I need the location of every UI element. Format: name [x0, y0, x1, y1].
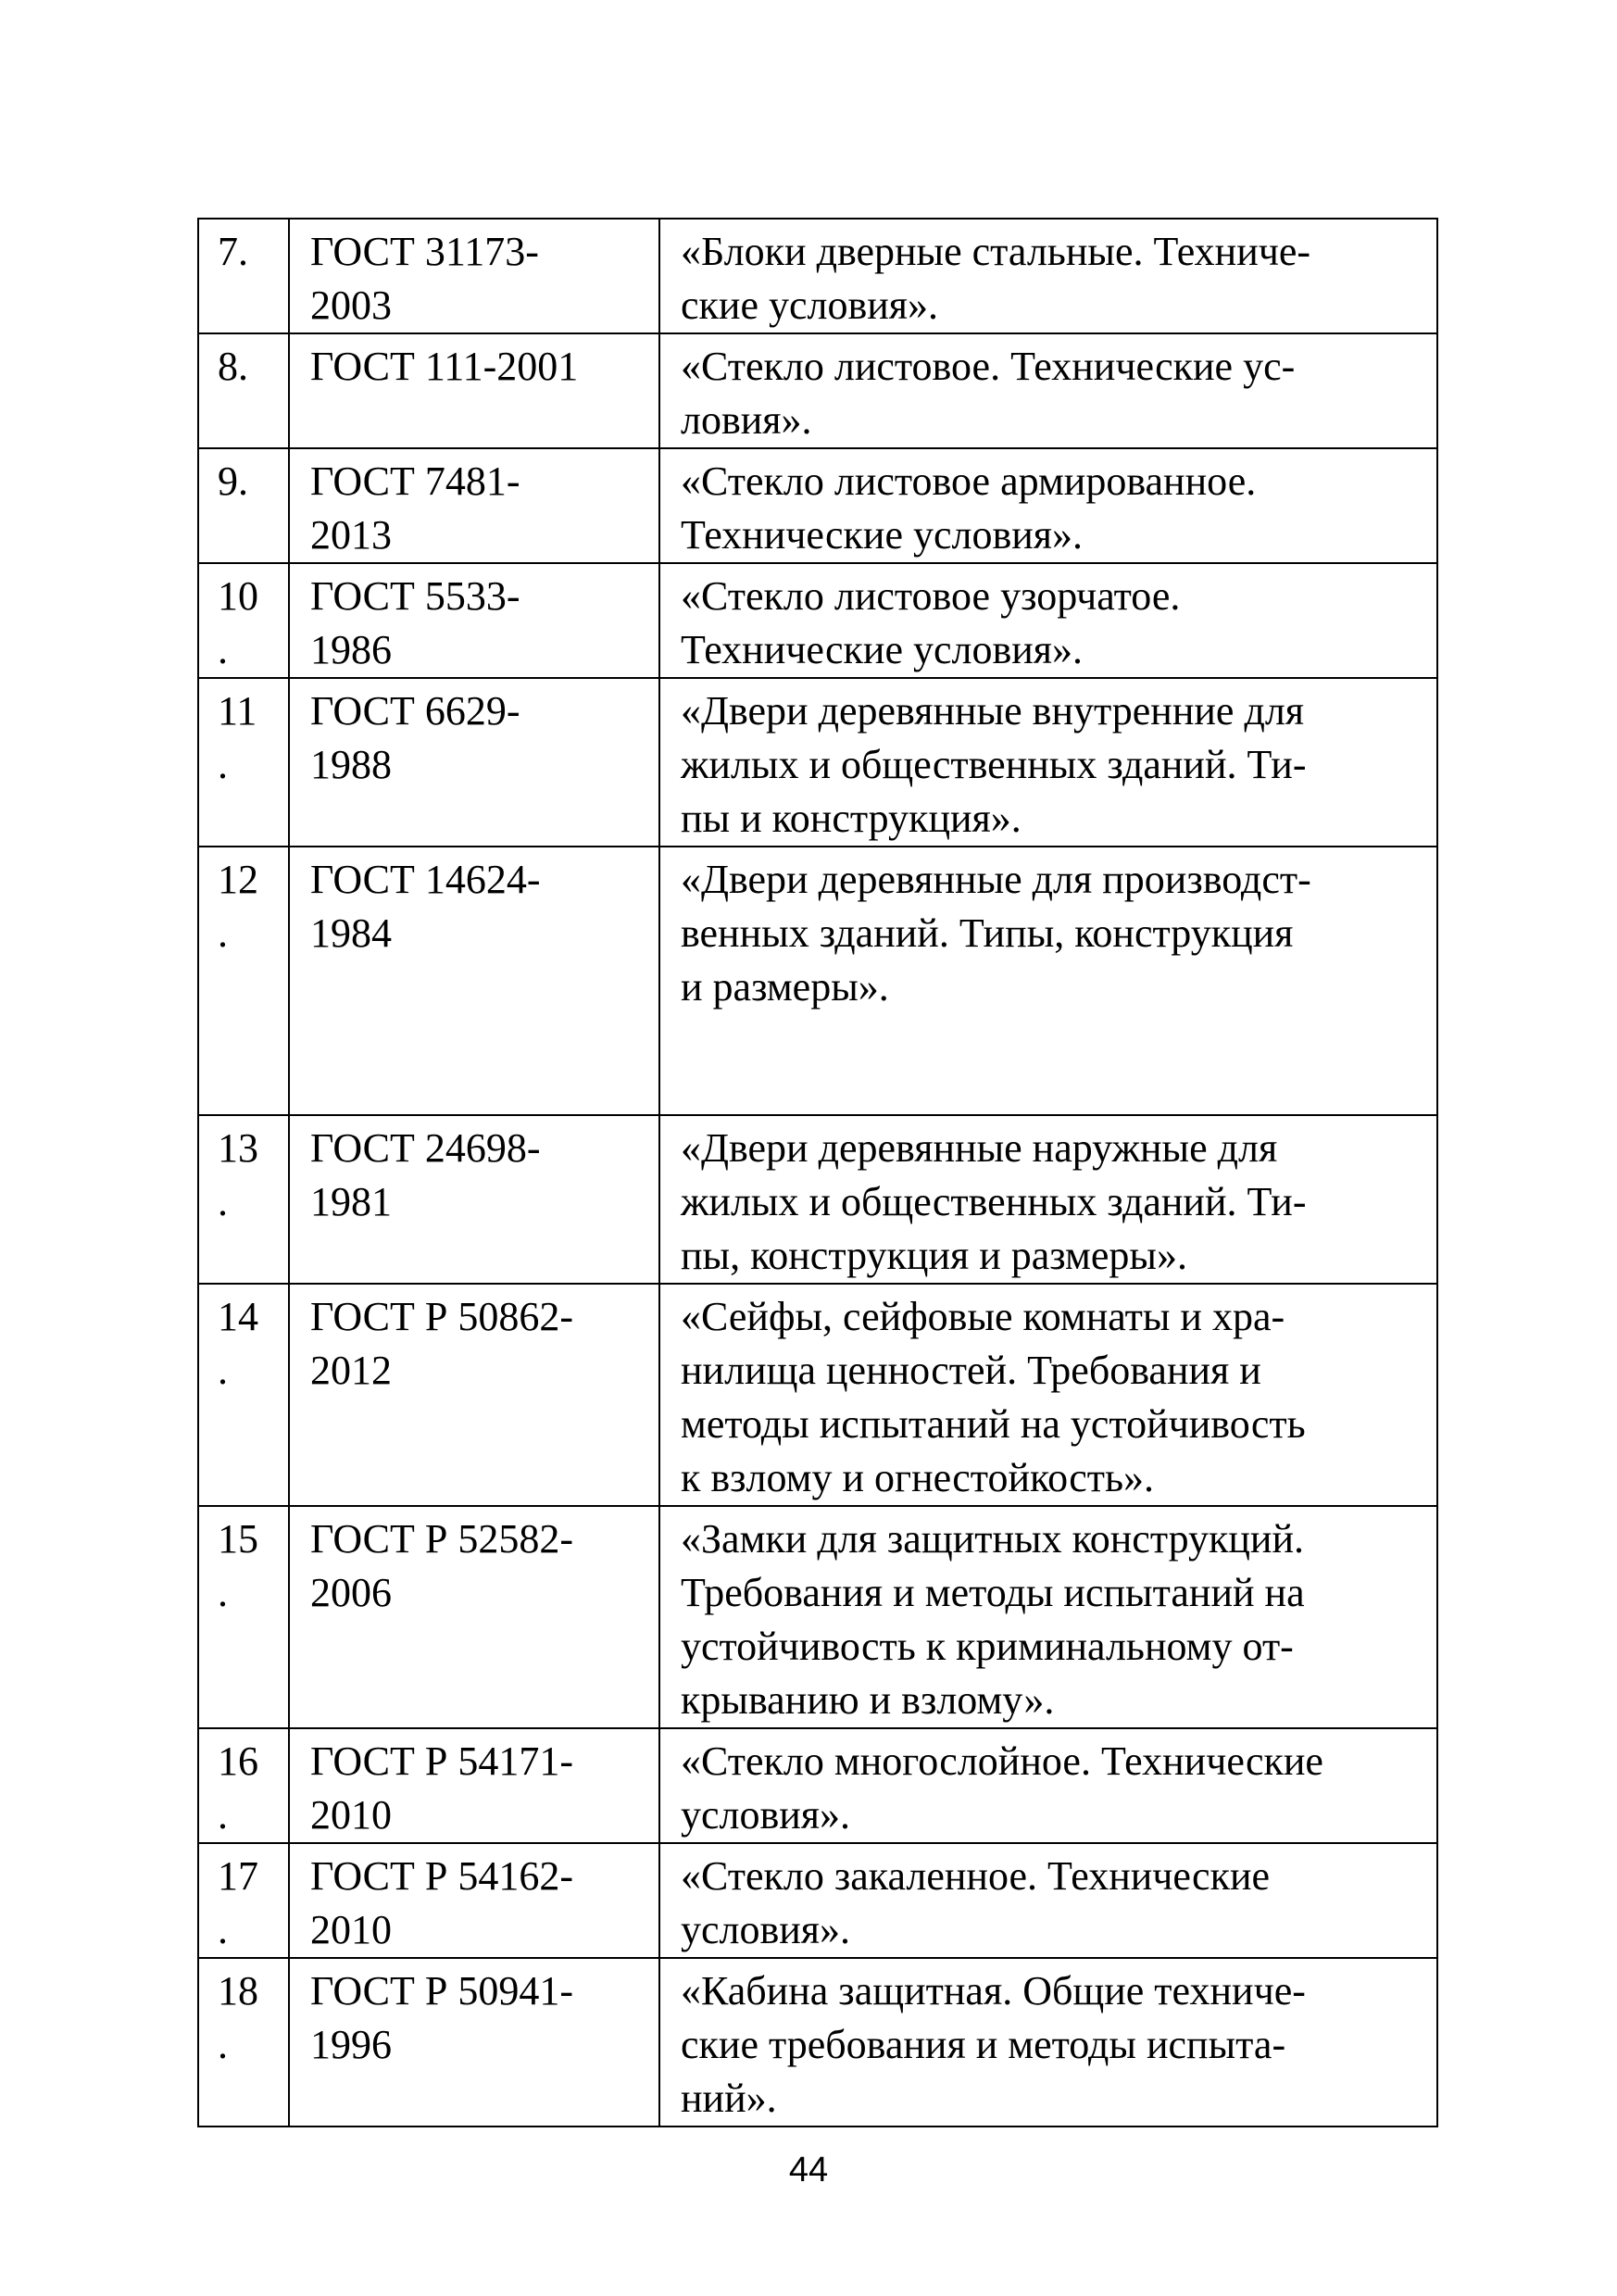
row-number-cell: [198, 1115, 289, 1284]
standard-code-line: 1986: [310, 627, 392, 672]
row-number-line: 12: [218, 857, 258, 902]
row-number-cell: [198, 1958, 289, 2127]
standard-title-line: «Стекло листовое узорчатое.: [681, 573, 1181, 619]
standard-code-cell: [289, 1506, 659, 1728]
standard-title-cell: [659, 847, 1437, 1115]
row-number-cell: [198, 563, 289, 678]
standard-title-line: «Кабина защитная. Общие техниче-: [681, 1968, 1306, 2014]
row-number-line: 13: [218, 1125, 258, 1171]
row-number-line: .: [218, 2022, 228, 2067]
standard-code-cell: [289, 448, 659, 563]
standard-title-line: и размеры».: [681, 964, 889, 1010]
standard-title-line: ские условия».: [681, 282, 939, 328]
standard-code-line: 1981: [310, 1179, 392, 1224]
standard-title-line: пы и конструкция».: [681, 796, 1022, 841]
row-number-line: 8.: [218, 344, 248, 389]
standard-code-line: ГОСТ Р 54162-: [310, 1853, 574, 1899]
table-row: [198, 333, 1437, 448]
standard-code-line: ГОСТ Р 52582-: [310, 1516, 574, 1562]
table-row: [198, 1728, 1437, 1843]
row-number-line: 15: [218, 1516, 258, 1562]
standard-code-line: ГОСТ 14624-: [310, 857, 541, 902]
row-number-line: .: [218, 1179, 228, 1224]
row-number-line: 17: [218, 1853, 258, 1899]
standard-title-cell: [659, 678, 1437, 847]
row-number-cell: [198, 678, 289, 847]
row-number-cell: [198, 1284, 289, 1506]
standard-code-cell: [289, 333, 659, 448]
standard-code-line: 2012: [310, 1348, 392, 1393]
standard-code-line: ГОСТ 31173-: [310, 229, 539, 274]
table-row: [198, 1843, 1437, 1958]
standard-title-cell: [659, 1284, 1437, 1506]
standard-title-cell: [659, 563, 1437, 678]
standard-code-line: ГОСТ Р 50862-: [310, 1294, 574, 1339]
row-number-line: 7.: [218, 229, 248, 274]
table-row: [198, 1284, 1437, 1506]
row-number-line: 18: [218, 1968, 258, 2014]
standard-code-line: ГОСТ Р 50941-: [310, 1968, 574, 2014]
standard-title-line: пы, конструкция и размеры».: [681, 1233, 1187, 1278]
row-number-line: 14: [218, 1294, 258, 1339]
table-row: [198, 448, 1437, 563]
row-number-line: .: [218, 742, 228, 787]
standard-title-cell: [659, 219, 1437, 333]
standard-title-line: крыванию и взлому».: [681, 1677, 1055, 1723]
table-row: [198, 219, 1437, 333]
standard-title-line: ловия».: [681, 397, 812, 443]
standard-title-line: жилых и общественных зданий. Ти-: [681, 742, 1307, 787]
standard-title-line: «Блоки дверные стальные. Техниче-: [681, 229, 1311, 274]
standard-title-line: «Сейфы, сейфовые комнаты и хра-: [681, 1294, 1285, 1339]
standards-table-body: [198, 219, 1437, 2127]
row-number-line: .: [218, 910, 228, 956]
row-number-line: 11: [218, 688, 257, 734]
standard-code-line: 1988: [310, 742, 392, 787]
table-row: [198, 847, 1437, 1115]
row-number-line: .: [218, 1792, 228, 1838]
row-number-cell: [198, 1728, 289, 1843]
standard-title-line: нилища ценностей. Требования и: [681, 1348, 1261, 1393]
standard-title-line: «Замки для защитных конструкций.: [681, 1516, 1305, 1562]
standard-code-line: 2013: [310, 512, 392, 558]
standard-title-line: ские требования и методы испыта-: [681, 2022, 1286, 2067]
standard-code-cell: [289, 1958, 659, 2127]
standard-code-cell: [289, 563, 659, 678]
row-number-cell: [198, 1843, 289, 1958]
standard-code-cell: [289, 219, 659, 333]
standard-title-cell: [659, 333, 1437, 448]
standard-code-line: ГОСТ 6629-: [310, 688, 520, 734]
row-number-cell: [198, 333, 289, 448]
standard-code-cell: [289, 1728, 659, 1843]
page-number: 44: [788, 2151, 829, 2189]
table-row: [198, 678, 1437, 847]
table-row: [198, 563, 1437, 678]
standard-title-line: устойчивость к криминальному от-: [681, 1624, 1294, 1669]
row-number-cell: [198, 448, 289, 563]
row-number-line: 10: [218, 573, 258, 619]
standard-title-line: Технические условия».: [681, 627, 1084, 672]
standards-table: [197, 218, 1438, 2127]
standard-code-line: ГОСТ 111-2001: [310, 344, 579, 389]
table-row: [198, 1506, 1437, 1728]
standard-title-line: «Стекло листовое. Технические ус-: [681, 344, 1296, 389]
standard-code-line: 1984: [310, 910, 392, 956]
standard-title-cell: [659, 448, 1437, 563]
standard-code-line: ГОСТ 24698-: [310, 1125, 541, 1171]
standard-code-cell: [289, 1115, 659, 1284]
standard-title-line: «Стекло листовое армированное.: [681, 458, 1257, 504]
standard-code-line: 1996: [310, 2022, 392, 2067]
standard-code-cell: [289, 1843, 659, 1958]
standard-code-line: ГОСТ Р 54171-: [310, 1738, 574, 1784]
standard-title-line: жилых и общественных зданий. Ти-: [681, 1179, 1307, 1224]
standard-title-line: ний».: [681, 2076, 777, 2121]
standard-title-cell: [659, 1728, 1437, 1843]
standard-title-line: «Двери деревянные внутренние для: [681, 688, 1305, 734]
standard-title-line: Технические условия».: [681, 512, 1084, 558]
standard-title-line: «Двери деревянные для производст-: [681, 857, 1311, 902]
row-number-line: 16: [218, 1738, 258, 1784]
row-number-line: .: [218, 1907, 228, 1952]
row-number-cell: [198, 847, 289, 1115]
standard-title-cell: [659, 1506, 1437, 1728]
standard-code-cell: [289, 1284, 659, 1506]
standard-code-cell: [289, 847, 659, 1115]
standard-code-line: ГОСТ 5533-: [310, 573, 520, 619]
row-number-line: .: [218, 1348, 228, 1393]
standard-title-line: Требования и методы испытаний на: [681, 1570, 1305, 1615]
standard-title-line: условия».: [681, 1907, 851, 1952]
row-number-line: .: [218, 1570, 228, 1615]
standard-title-line: условия».: [681, 1792, 851, 1838]
table-row: [198, 1958, 1437, 2127]
standard-title-line: методы испытаний на устойчивость: [681, 1401, 1306, 1447]
row-number-cell: [198, 1506, 289, 1728]
row-number-cell: [198, 219, 289, 333]
row-number-line: .: [218, 627, 228, 672]
standard-code-line: ГОСТ 7481-: [310, 458, 520, 504]
standard-title-line: «Стекло закаленное. Технические: [681, 1853, 1271, 1899]
table-row: [198, 1115, 1437, 1284]
standard-title-line: к взлому и огнестойкость».: [681, 1455, 1155, 1500]
standard-code-line: 2010: [310, 1907, 392, 1952]
standard-title-cell: [659, 1843, 1437, 1958]
standard-code-line: 2010: [310, 1792, 392, 1838]
standard-code-line: 2003: [310, 282, 392, 328]
standard-code-cell: [289, 678, 659, 847]
row-number-line: 9.: [218, 458, 248, 504]
standard-title-line: венных зданий. Типы, конструкция: [681, 910, 1294, 956]
standard-title-cell: [659, 1958, 1437, 2127]
standard-title-cell: [659, 1115, 1437, 1284]
standard-title-line: «Стекло многослойное. Технические: [681, 1738, 1323, 1784]
standard-code-line: 2006: [310, 1570, 392, 1615]
standard-title-line: «Двери деревянные наружные для: [681, 1125, 1278, 1171]
